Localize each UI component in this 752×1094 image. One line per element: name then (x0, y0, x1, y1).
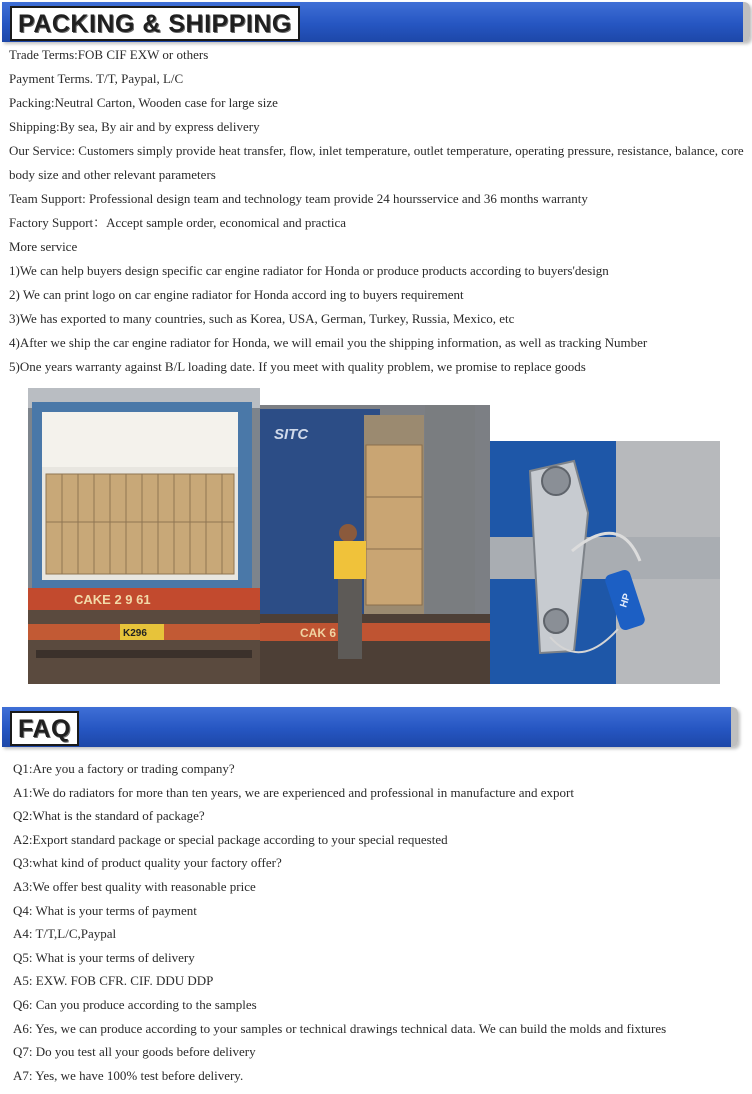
faq-a7: A7: Yes, we have 100% test before delivery. (13, 1067, 244, 1083)
team-support-line: Team Support: Professional design team and technology team provide 24 hoursservice and 36 months warranty (9, 191, 588, 206)
faq-a1: A1:We do radiators for more than ten years, we are experienced and professional in manufacture and export (13, 784, 574, 800)
service-item-1: 1)We can help buyers design specific car engine radiator for Honda or produce products according to buyers'design (9, 263, 609, 278)
service-item-5: 5)One years warranty against B/L loading date. If you meet with quality problem, we promise to replace goods (9, 359, 586, 374)
truck-plate: K296 (123, 628, 147, 639)
faq-q7: Q7: Do you test all your goods before delivery (13, 1044, 256, 1060)
more-service-heading: More service (9, 239, 78, 254)
worker-loading-illustration (260, 405, 490, 684)
container-loaded-illustration (28, 388, 260, 684)
our-service-line: Our Service: Customers simply provide heat transfer, flow, inlet temperature, outlet temperature, operating pressure, resistance, balance, core body size and other relevant parameters (9, 143, 744, 182)
faq-title: FAQ (10, 711, 79, 746)
container-seal-photo (490, 441, 720, 684)
faq-a6: A6: Yes, we can produce according to your samples or technical drawings technical data. We can build the molds and fixtures (13, 1020, 667, 1036)
faq-a3: A3:We offer best quality with reasonable price (13, 878, 256, 894)
faq-q3: Q3:what kind of product quality your factory offer? (13, 855, 282, 871)
svg-text:CAKE 2 9 61: CAKE 2 9 61 (74, 592, 151, 607)
worker-loading-photo (260, 405, 490, 684)
faq-banner (2, 707, 738, 747)
faq-q2: Q2:What is the standard of package? (13, 808, 205, 824)
packing-shipping-banner (2, 2, 750, 42)
faq-list (13, 757, 666, 1087)
faq-a2: A2:Export standard package or special package according to your special requested (13, 831, 448, 847)
packing-shipping-title: PACKING & SHIPPING (10, 6, 300, 41)
faq-a5: A5: EXW. FOB CFR. CIF. DDU DDP (13, 973, 214, 989)
faq-a4: A4: T/T,L/C,Paypal (13, 926, 117, 942)
service-item-4: 4)After we ship the car engine radiator for Honda, we will email you the shipping information, as well as tracking Number (9, 335, 648, 350)
faq-q5: Q5: What is your terms of delivery (13, 949, 195, 965)
faq-q4: Q4: What is your terms of payment (13, 902, 197, 918)
service-item-2: 2) We can print logo on car engine radiator for Honda accord ing to buyers requirement (9, 287, 464, 302)
shipping-line: Shipping:By sea, By air and by express delivery (9, 119, 260, 134)
packing-info-list (9, 43, 744, 379)
packing-line: Packing:Neutral Carton, Wooden case for large size (9, 95, 278, 110)
container-loaded-photo (28, 388, 260, 684)
container-seal-illustration (490, 441, 720, 684)
trade-terms-line: Trade Terms:FOB CIF EXW or others (9, 47, 209, 62)
svg-text:CAK 6: CAK 6 (300, 626, 337, 640)
service-item-3: 3)We has exported to many countries, such as Korea, USA, German, Turkey, Russia, Mexico, etc (9, 311, 515, 326)
payment-terms-line: Payment Terms. T/T, Paypal, L/C (9, 71, 184, 86)
seal-label: HP (618, 592, 634, 609)
faq-q6: Q6: Can you produce according to the samples (13, 996, 257, 1012)
faq-q1: Q1:Are you a factory or trading company? (13, 761, 235, 776)
factory-support-line: Factory Support：Accept sample order, economical and practica (9, 215, 346, 230)
container-brand: SITC (274, 426, 309, 443)
